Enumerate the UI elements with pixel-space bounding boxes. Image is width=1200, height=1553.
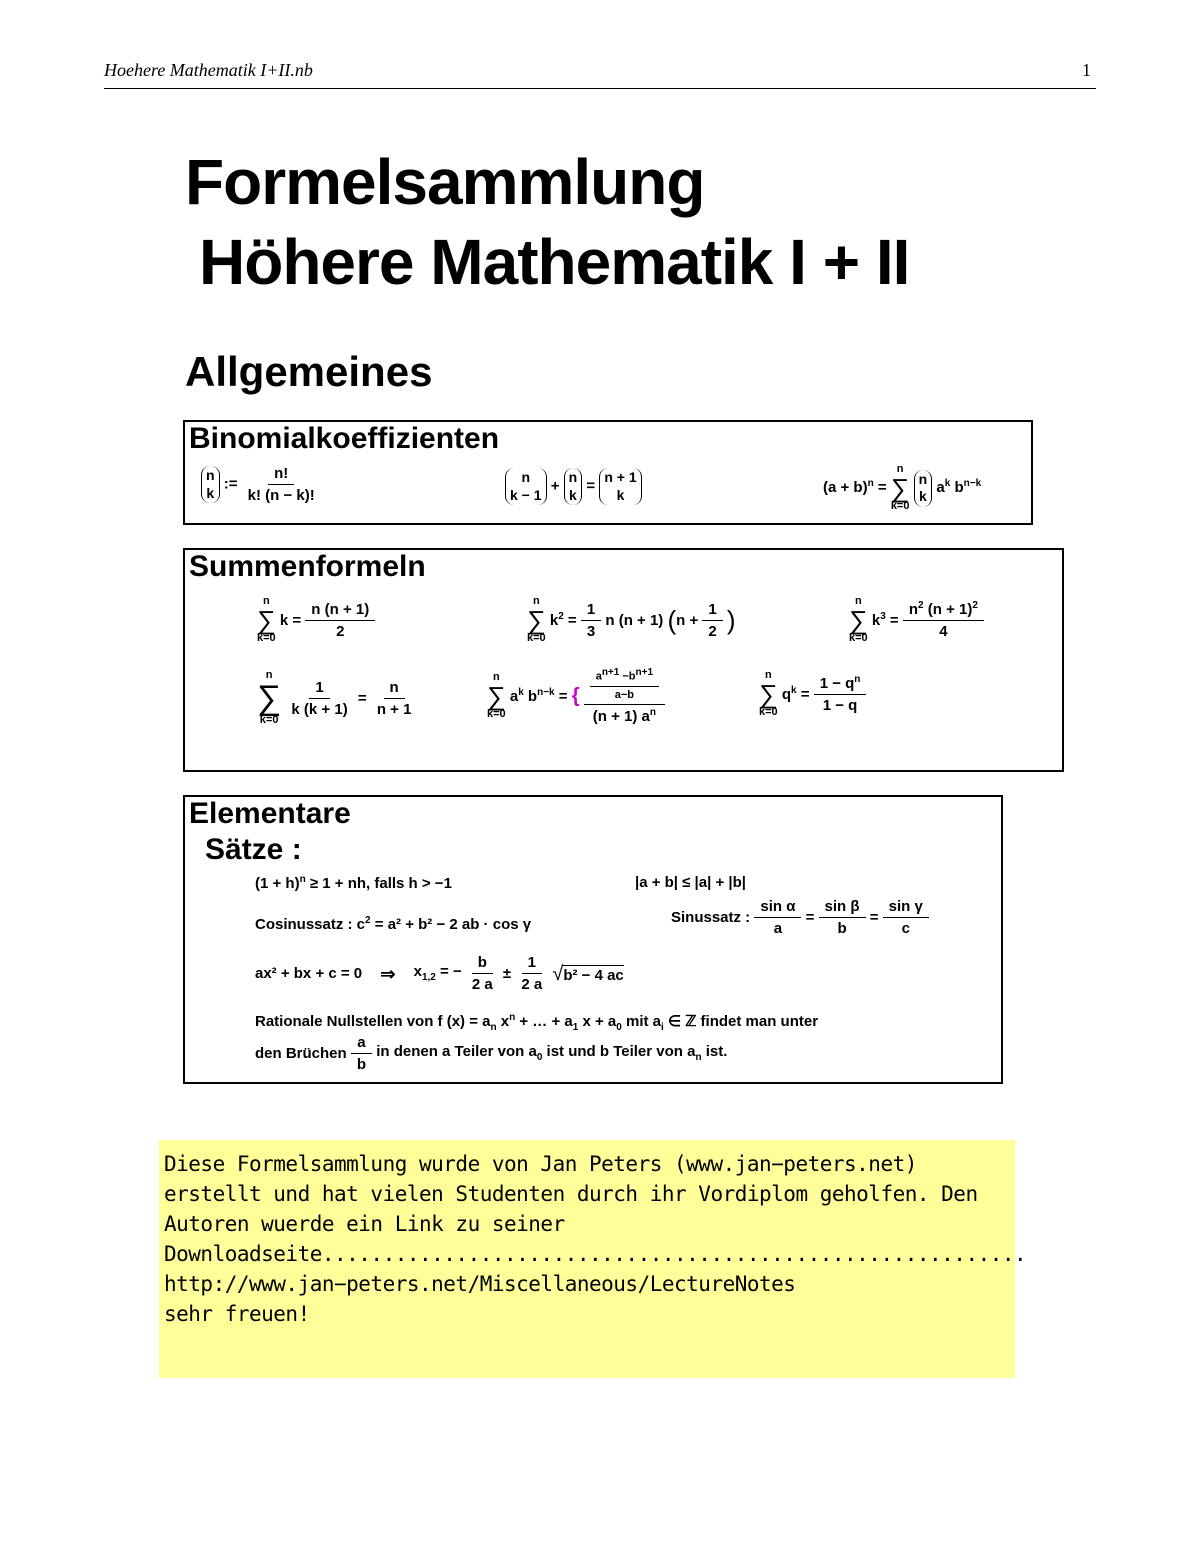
binomial-theorem: $(a + b)^n$ = n ∑ k=0 n k $a^k$ $b^{n-k}$ (823, 463, 982, 512)
cosine-law: Cosinussatz : $c^2 = a^2 + b^2 - 2$ ab · cos γ (255, 915, 532, 933)
bernoulli-inequality: $(1 + h)^n \ge 1$ + nh, falls h > −1 (255, 874, 452, 892)
elementary-box (183, 795, 1003, 1084)
binomial-box (183, 420, 1033, 525)
note-line-3: Autoren wuerde ein Link zu seiner (164, 1212, 565, 1236)
page-number: 1 (1082, 60, 1091, 80)
sum-geometric-q: n ∑ k=0 $q^k$ = $\frac{1 - q^n}{1 - q}$ (759, 670, 866, 718)
sum-k2: n ∑ k=0 $k^2$ = $\frac{1}{3}$ n (n + 1) (n + $\frac{1}{2}$ ) (527, 595, 736, 644)
def-den: k! (n − k)! (247, 487, 315, 504)
note-link[interactable]: http://www.jan−peters.net/Miscellaneous/LectureNotes (164, 1272, 796, 1296)
sum-sign: n ∑ k=0 (890, 463, 910, 512)
header-rule (104, 88, 1096, 89)
triangle-inequality: |a + b| ≤ |a| + |b| (635, 874, 746, 891)
binom-theorem: n k (914, 470, 933, 507)
title-line1: Formelsammlung (185, 146, 705, 218)
note-line-4: Downloadseite.......................................................... (164, 1242, 1027, 1266)
elementary-heading-1: Elementare (189, 797, 351, 830)
quadratic-formula: ax² + bx + c = 0 ⇒ $x_{1,2}$ = − $\frac{b}{2 a}$ ± $\frac{1}{2 a}$ √b² − 4 ac (255, 954, 624, 993)
note-line-6: sehr freuen! (164, 1302, 310, 1326)
sum-k3: n ∑ k=0 $k^3$ = $\frac{n^2 (n + 1)^2}{4}$ (849, 596, 984, 644)
def-assign: := (223, 475, 238, 493)
note-line-2: erstellt und hat vielen Studenten durch ihr Vordiplom geholfen. Den (164, 1182, 978, 1206)
rational-roots-line1: Rationale Nullstellen von f $(x) = a_n$ $x^n$ + … + $a_1$ $x + a_0$ mit $a_i$ ∈ ℤ findet man unter (255, 1012, 819, 1033)
binom-nk: n k (201, 466, 220, 503)
binom-right: n + 1 k (599, 468, 641, 505)
sums-box (183, 548, 1064, 772)
section-heading: Allgemeines (185, 348, 433, 395)
binomial-definition (201, 466, 321, 503)
binom-mid: n k (564, 468, 583, 505)
note-line-1: Diese Formelsammlung wurde von Jan Peters (www.jan−peters.net) (164, 1152, 917, 1176)
title-line2: Höhere Mathematik I + II (199, 226, 910, 298)
sum-k: n ∑ k=0 k = $\frac{n (n + 1)}{2}$ (257, 596, 375, 644)
def-fraction (242, 466, 321, 503)
pascal-rule: n k − 1 + n k = n + 1 k (505, 468, 642, 505)
binom-left: n k − 1 (505, 468, 547, 505)
sums-heading: Summenformeln (189, 550, 426, 583)
sum-geometric-ab: n ∑ k=0 $a^k$ $b^{n-k}$ = { $\frac{\frac{a^{n+1} -b^{n+1}}{a-b}}{(n + 1) a^n}$ (487, 668, 665, 724)
rational-roots-line2: den Brüchen $\frac{a}{b}$ in denen a Teiler von $a_0$ ist und b Teiler von $a_n$ ist. (255, 1034, 728, 1073)
sum-reciprocal: n ∑ k=0 $\frac{1}{k (k + 1)}$ = $\frac{n}{n + 1}$ (257, 669, 412, 726)
elementary-heading-2: Sätze : (205, 833, 302, 866)
author-note (159, 1140, 1027, 1378)
sine-law: Sinussatz : $\frac{\text{sin α}}{a}$ = $\frac{\text{sin β}}{b}$ = $\frac{\text{sin γ}}{c}$ (671, 899, 929, 936)
header-filename: Hoehere Mathematik I+II.nb (104, 60, 313, 80)
def-num: n! (268, 466, 294, 485)
binomial-heading: Binomialkoeffizienten (189, 422, 500, 455)
